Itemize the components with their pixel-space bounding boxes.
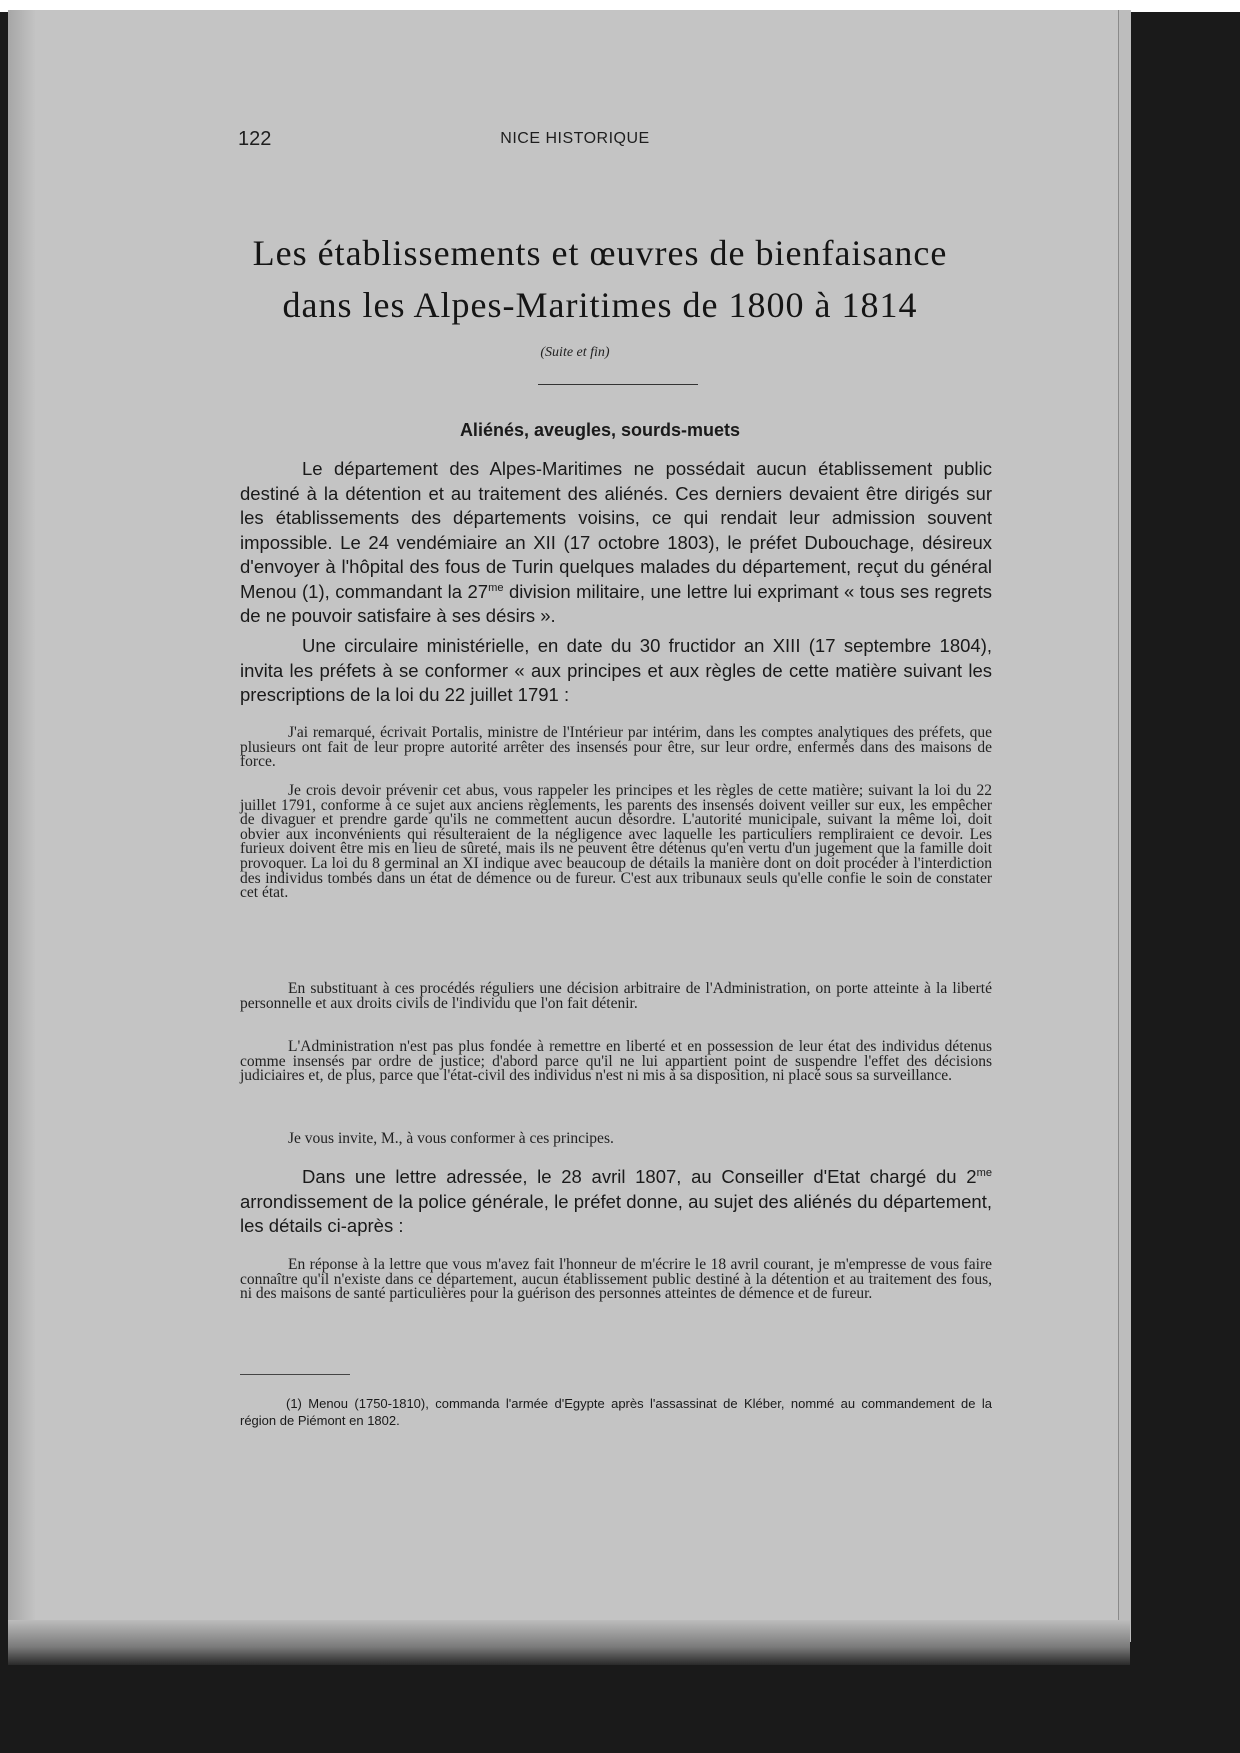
running-title: NICE HISTORIQUE xyxy=(500,130,650,147)
page-bottom-edge xyxy=(8,1620,1130,1665)
running-header xyxy=(0,128,1240,152)
quote-paragraph-1 xyxy=(240,726,992,770)
quote4-text: L'Administration n'est pas plus fondée à remettre en liberté et en possession de leur état des individus détenus comme insensés par ordre de justice; d'abord parce qu'il ne lui appartient point de suspendre l'effet des décisions judiciaires et, de plus, parce que l'état-civil des individus n'est ni mis à sa disposition, ni placé sous sa surveillance. xyxy=(240,1038,992,1085)
para1-text-a: Le département des Alpes-Maritimes ne possédait aucun établissement public destiné à la détention et au traitement des aliénés. Ces derniers devaient être dirigés sur les établissements des départements voisins, ce qui rendait leur admission souvent impossible. Le 24 vendémiaire an XII (17 octobre 1803), le préfet Dubouchage, désireux d'envoyer à l'hôpital des fous de Turin quelques malades du département, reçut du général Menou (1), commandant la 27 xyxy=(240,458,992,602)
para1-text-b: division militaire, une lettre lui exprimant « tous ses regrets de ne pouvoir satisfaire à ses désirs ». xyxy=(240,580,992,626)
body-paragraph-1 xyxy=(240,457,992,629)
quote2-text: Je crois devoir prévenir cet abus, vous rappeler les principes et les règles de cette matière; suivant la loi du 22 juillet 1791, conforme à ce sujet aux anciens règlements, les parents des insensés doivent veiller sur eux, les empêcher de divaguer et prendre garde qu'ils ne commettent aucun désordre. L'autorité municipale, suivant la même loi, doit obvier aux inconvénients qui résulteraient de la négligence avec laquelle les particuliers rempliraient ce devoir. Les furieux doivent être mis en lieu de sûreté, mais ils ne peuvent être détenus qu'en vertu d'un jugement que la famille doit provoquer. La loi du 8 germinal an XI indique avec beaucoup de détails la manière dont on doit procéder à l'interdiction des individus tombés dans un état de démence ou de fureur. C'est aux tribunaux seuls qu'elle confie le soin de constater cet état. xyxy=(240,782,992,902)
page-fold-edge xyxy=(1118,10,1131,1642)
title-divider xyxy=(538,384,698,385)
quote-paragraph-2 xyxy=(240,784,992,901)
quote-paragraph-6 xyxy=(240,1258,992,1302)
article-title-line-2: dans les Alpes-Maritimes de 1800 à 1814 xyxy=(282,285,918,325)
footnote xyxy=(240,1395,992,1429)
para3-superscript: me xyxy=(976,1166,992,1179)
para3-text-b: arrondissement de la police générale, le préfet donne, au sujet des aliénés du département, les détails ci-après : xyxy=(240,1190,992,1236)
para2-text: Une circulaire ministérielle, en date du 30 fructidor an XIII (17 septembre 1804), invita les préfets à se conformer « aux principes et aux règles de cette matière suivant les prescriptions de la loi du 22 juillet 1791 : xyxy=(240,635,992,705)
footnote-divider xyxy=(240,1374,350,1375)
article-title-line-1: Les établissements et œuvres de bienfaisance xyxy=(252,233,948,273)
quote-paragraph-5 xyxy=(240,1132,992,1147)
page-number: 122 xyxy=(238,128,272,150)
body-paragraph-2 xyxy=(240,634,992,708)
quote-paragraph-4 xyxy=(240,1040,992,1084)
section-heading: Aliénés, aveugles, sourds-muets xyxy=(459,420,741,440)
footnote-text: (1) Menou (1750-1810), commanda l'armée d'Egypte après l'assassinat de Kléber, nommé au commandement de la région de Piémont en 1802. xyxy=(240,1396,992,1428)
quote-paragraph-3 xyxy=(240,982,992,1011)
para1-superscript: me xyxy=(488,581,504,594)
quote6-text: En réponse à la lettre que vous m'avez fait l'honneur de m'écrire le 18 avril courant, je m'empresse de vous faire connaître qu'il n'existe dans ce département, aucun établissement public destiné à la détention et au traitement des fous, ni des maisons de santé particulières pour la guérison des personnes atteintes de démence et de fureur. xyxy=(240,1256,992,1303)
para3-text-a: Dans une lettre adressée, le 28 avril 1807, au Conseiller d'Etat chargé du 2 xyxy=(302,1166,977,1187)
article-subtitle: (Suite et fin) xyxy=(540,345,610,360)
page-left-shadow xyxy=(8,10,36,1642)
quote5-text: Je vous invite, M., à vous conformer à ces principes. xyxy=(288,1130,614,1147)
body-paragraph-3 xyxy=(240,1165,992,1239)
quote3-text: En substituant à ces procédés réguliers une décision arbitraire de l'Administration, on porte atteinte à la liberté personnelle et aux droits civils de l'individu que l'on fait détenir. xyxy=(240,980,992,1012)
quote1-text: J'ai remarqué, écrivait Portalis, ministre de l'Intérieur par intérim, dans les comptes analytiques des préfets, que plusieurs ont fait de leur propre autorité arrêter des insensés pour être, sur leur ordre, enfermés dans des maisons de force. xyxy=(240,724,992,771)
